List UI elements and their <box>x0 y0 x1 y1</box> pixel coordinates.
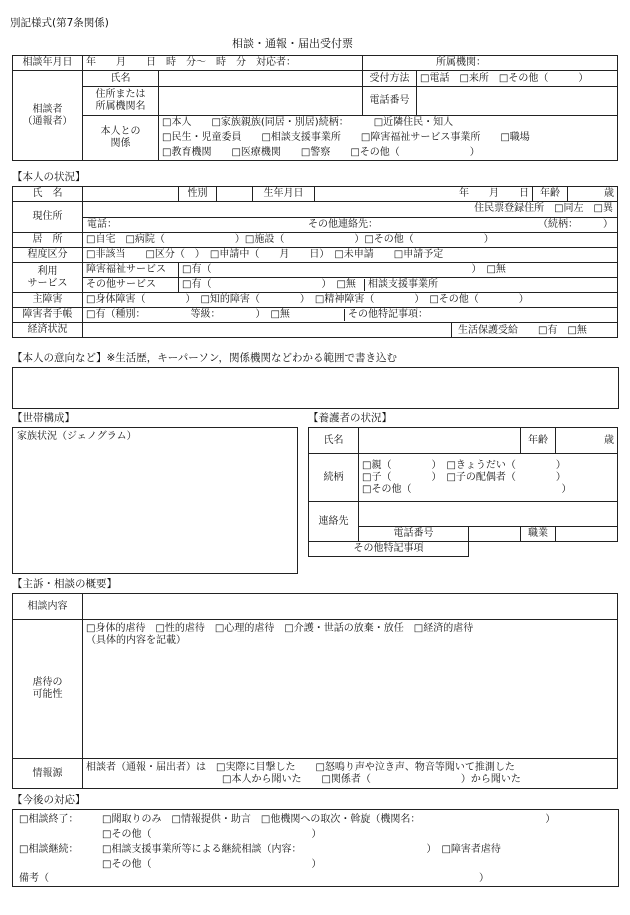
method-options[interactable]: □電話 □来所 □その他（ ） <box>417 71 618 87</box>
disability-label: 主障害 <box>13 293 83 308</box>
phone-input[interactable] <box>417 87 618 116</box>
other-service-options[interactable]: □有（ ） □無 相談支援事業所 <box>179 278 618 293</box>
guardian-notes-input[interactable] <box>469 542 618 557</box>
phone-label: 電話番号 <box>363 87 417 116</box>
content-input[interactable] <box>83 594 618 620</box>
location-label: 居 所 <box>13 233 83 248</box>
name-input[interactable] <box>159 71 363 87</box>
followup-continue-label[interactable]: □相談継続： <box>19 844 79 855</box>
guardian-phone-input[interactable] <box>469 527 521 542</box>
gender-label: 性別 <box>179 187 217 202</box>
guardian-age-label: 年齢 <box>521 428 556 454</box>
form-title: 相談・通報・届出受付票 <box>232 37 353 50</box>
followup-remarks[interactable]: 備考（ ） <box>19 873 489 884</box>
gender-input[interactable] <box>217 187 253 202</box>
category-label: 程度区分 <box>13 248 83 263</box>
guardian-age-input[interactable]: 歳 <box>556 428 618 454</box>
followup-box[interactable] <box>12 809 619 887</box>
relation-options-2[interactable]: □民生・児童委員 □相談支援事業所 □障害福祉サービス事業所 □職場 <box>159 131 618 146</box>
person-table <box>12 186 618 338</box>
other-service-label: その他サービス <box>83 278 179 293</box>
guardian-relation-label: 続柄 <box>309 454 359 502</box>
location-options[interactable]: □自宅 □病院（ ）□施設（ ）□その他（ ） <box>83 233 618 248</box>
handbook-label: 障害者手帳 <box>13 308 83 323</box>
followup-end-options[interactable]: □聞取りのみ □情報提供・助言 □他機関への取次・斡旋（機関名： ） <box>102 814 556 825</box>
reception-table <box>12 55 618 161</box>
economy-label: 経済状況 <box>13 323 83 338</box>
abuse-label: 虐待の 可能性 <box>13 620 83 759</box>
household-section-title: 【世帯構成】 <box>12 412 75 424</box>
method-label: 受付方法 <box>363 71 417 87</box>
guardian-contact-label: 連絡先 <box>309 502 359 542</box>
handbook-options[interactable]: □有（種別： 等級： ） □無 その他特記事項： <box>83 308 618 323</box>
guardian-job-input[interactable] <box>556 527 618 542</box>
summary-table <box>12 593 618 789</box>
person-name-input[interactable] <box>83 187 179 202</box>
birth-label: 生年月日 <box>253 187 315 202</box>
followup-end-other[interactable]: □その他（ ） <box>102 829 322 840</box>
followup-continue-options[interactable]: □相談支援事業所等による継続相談（内容： ） □障害者虐待 <box>102 844 501 855</box>
birth-input[interactable]: 年 月 日 <box>315 187 533 202</box>
person-section-title: 【本人の状況】 <box>12 171 86 183</box>
guardian-name-label: 氏名 <box>309 428 359 454</box>
guardian-phone-label: 電話番号 <box>359 527 469 542</box>
guardian-contact-input[interactable] <box>359 502 618 527</box>
intent-textarea[interactable] <box>12 367 619 409</box>
relation-label: 本人との 関係 <box>83 116 159 161</box>
followup-continue-other[interactable]: □その他（ ） <box>102 859 322 870</box>
person-name-label: 氏 名 <box>13 187 83 202</box>
intent-section-title: 【本人の意向など】※生活歴，キーパーソン，関係機関などわかる範囲で書き込む <box>12 352 398 364</box>
welfare-service-label: 障害福祉サービス <box>83 263 179 278</box>
guardian-notes-label: その他特記事項 <box>309 542 469 557</box>
genogram-area[interactable] <box>12 427 298 574</box>
age-label: 年齢 <box>533 187 568 202</box>
abuse-options[interactable]: □身体的虐待 □性的虐待 □心理的虐待 □介護・世話の放棄・放任 □経済的虐待 （具体的内容を記載） <box>83 620 618 759</box>
guardian-table <box>308 427 618 557</box>
welfare-service-options[interactable]: □有（ ） □無 <box>179 263 618 278</box>
summary-section-title: 【主訴・相談の概要】 <box>12 578 117 590</box>
date-field[interactable]: 年 月 日 時 分～ 時 分 対応者： <box>83 56 363 71</box>
residence-field[interactable]: 住民票登録住所 □同左 □異 電話： その他連絡先： （続柄： ） <box>83 202 618 233</box>
disability-options[interactable]: □身体障害（ ） □知的障害（ ） □精神障害（ ） □その他（ ） <box>83 293 618 308</box>
address-input[interactable] <box>159 87 363 116</box>
relation-options-3[interactable]: □教育機関 □医療機関 □警察 □その他（ ） <box>159 146 618 161</box>
guardian-relation-options[interactable]: □親（ ） □きょうだい（ ） □子（ ） □子の配偶者（ ） □その他（ ） <box>359 454 618 502</box>
consulter-label: 相談者 （通報者） <box>13 71 83 161</box>
form-number: 別記様式(第7条関係) <box>10 17 109 29</box>
genogram-label: 家族状況（ジェノグラム） <box>17 431 137 442</box>
content-label: 相談内容 <box>13 594 83 620</box>
followup-section-title: 【今後の対応】 <box>12 794 86 806</box>
category-options[interactable]: □非該当 □区分（ ） □申請中（ 月 日） □未申請 □申請予定 <box>83 248 618 263</box>
economy-field[interactable]: 生活保護受給 □有 □無 <box>83 323 618 338</box>
date-label: 相談年月日 <box>13 56 83 71</box>
address-label: 住所または 所属機関名 <box>83 87 159 116</box>
source-options[interactable]: 相談者（通報・届出者）は □実際に目撃した □怒鳴り声や泣き声、物音等聞いて推測した □本人から聞いた □関係者（ ）から聞いた <box>83 759 618 789</box>
residence-label: 現住所 <box>13 202 83 233</box>
guardian-job-label: 職業 <box>521 527 556 542</box>
source-label: 情報源 <box>13 759 83 789</box>
guardian-section-title: 【養護者の状況】 <box>308 412 392 424</box>
org-field[interactable]: 所属機関： <box>363 56 618 71</box>
name-label: 氏名 <box>83 71 159 87</box>
guardian-name-input[interactable] <box>359 428 521 454</box>
relation-options-1[interactable]: □本人 □家族親族(同居・別居)続柄： □近隣住民・知人 <box>159 116 618 131</box>
age-input[interactable]: 歳 <box>568 187 618 202</box>
followup-end-label[interactable]: □相談終了： <box>19 814 79 825</box>
service-label: 利用 サービス <box>13 263 83 293</box>
